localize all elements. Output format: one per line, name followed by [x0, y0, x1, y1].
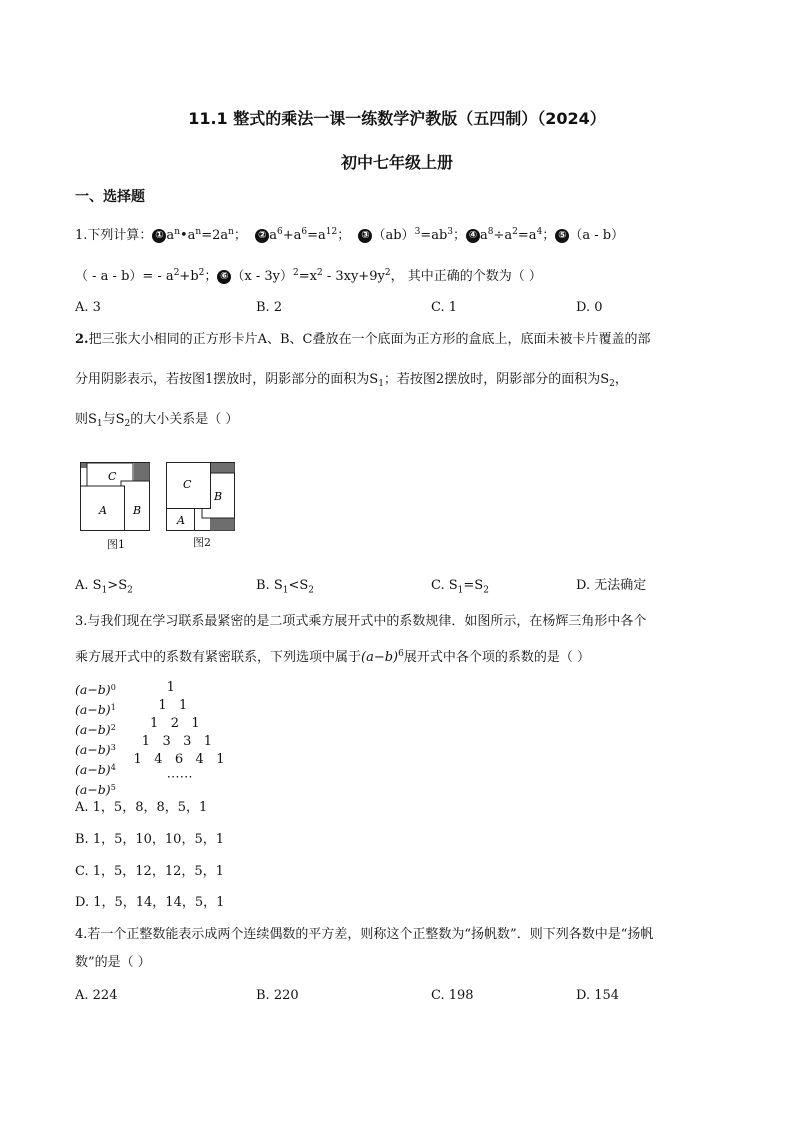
pascal-row-1: 1 1: [117, 698, 188, 713]
fig2-label-c: C: [183, 478, 192, 491]
q2-line-1: 2.把三张大小相同的正方形卡片A、B、C叠放在一个底面为正方形的盒底上，底面未被卡片覆盖的部: [75, 332, 651, 347]
circled-3-marker: ③: [358, 229, 372, 243]
q3-number: 3.: [75, 614, 88, 629]
pascal-label-2: $(a-b)^2$: [75, 722, 116, 737]
q4-line-1: 4.若一个正整数能表示成两个连续偶数的平方差，则称这个正整数为“扬帆数”．则下列各数中是“扬帆: [75, 927, 654, 942]
fig1-shade-top-left: [81, 463, 87, 468]
q2-line-3: 则$S_1$与$S_2$的大小关系是（ ）: [75, 412, 239, 429]
circled-6-marker: ⑥: [217, 270, 231, 284]
pascal-label-1: $(a-b)^1$: [75, 702, 116, 717]
figure-2-diagram: [166, 462, 238, 532]
q4-option-d[interactable]: D. 154: [576, 988, 620, 1003]
q2-option-a[interactable]: A. $S_1>S_2$: [75, 578, 133, 596]
q4-option-a[interactable]: A. 224: [75, 988, 118, 1003]
fig1-shade-top-right: [134, 463, 150, 481]
q4-line-2: 数”的是（ ）: [75, 955, 151, 970]
pascal-triangle: [117, 679, 224, 787]
document-subtitle: 初中七年级上册: [340, 153, 453, 172]
q4-option-c[interactable]: C. 198: [431, 988, 474, 1003]
q2-option-d[interactable]: D. 无法确定: [576, 578, 647, 593]
fig2-shade-top-right: [210, 463, 235, 473]
q3-option-b[interactable]: B. 1，5，10，10，5，1: [75, 832, 224, 847]
q2-line-2: 分用阴影表示，若按图1摆放时，阴影部分的面积为$S_1$；若按图2摆放时，阴影部分的面积为$S_2$，: [75, 372, 628, 389]
pascal-label-3: $(a-b)^3$: [75, 742, 116, 757]
q2-option-b[interactable]: B. $S_1<S_2$: [256, 578, 315, 596]
figure-2-caption: 图2: [193, 536, 211, 549]
q3-line-1: 3.与我们现在学习联系最紧密的是二项式乘方展开式中的系数规律．如图所示，在杨辉三角形中各个: [75, 614, 647, 629]
q1-option-a[interactable]: A. 3: [75, 300, 101, 315]
circled-4-marker: ④: [466, 229, 480, 243]
q1-number: 1.: [75, 228, 88, 243]
q3-option-c[interactable]: C. 1，5，12，12，5，1: [75, 864, 224, 879]
q1-line-1: 1.下列计算： ① $a^n•a^n=2a^n$； ② $a^6+a^6=a^{12}$； ③ $(ab)^3=ab^3$； ④ $a^8\div a^2=a^4$； ⑤ （a - b）: [75, 227, 625, 243]
circled-1-marker: ①: [152, 229, 166, 243]
fig1-label-c: C: [108, 470, 117, 483]
q3-line-2: 乘方展开式中的系数有紧密联系，下列选项中属于$(a-b)^6$展开式中各个项的系数的是（ ）: [75, 649, 590, 665]
pascal-label-0: $(a-b)^0$: [75, 682, 116, 697]
pascal-row-0: 1: [117, 680, 175, 695]
pascal-row-4: 1 4 6 4 1: [117, 752, 225, 767]
pascal-row-5: ⋯⋯: [117, 770, 193, 785]
q3-option-a[interactable]: A. 1，5，8，8，5，1: [75, 800, 208, 815]
fig1-label-b: B: [133, 504, 142, 517]
pascal-row-2: 1 2 1: [117, 716, 200, 731]
q4-number: 4.: [75, 927, 88, 942]
q2-number: 2.: [75, 332, 89, 347]
q1-option-d[interactable]: D. 0: [576, 300, 603, 315]
pascal-label-4: $(a-b)^4$: [75, 762, 116, 777]
figure-1-diagram: [80, 462, 152, 532]
pascal-label-5: $(a-b)^5$: [75, 782, 116, 797]
circled-2-marker: ②: [255, 229, 269, 243]
q2-option-c[interactable]: C. $S_1=S_2$: [431, 578, 489, 596]
fig2-shade-bottom-right: [210, 518, 235, 531]
q4-option-b[interactable]: B. 220: [256, 988, 299, 1003]
fig2-label-a: A: [177, 514, 185, 527]
q3-option-d[interactable]: D. 1，5，14，14，5，1: [75, 895, 225, 910]
section-heading: 一、选择题: [75, 189, 145, 205]
fig2-label-b: B: [214, 490, 223, 503]
pascal-row-labels: [75, 679, 116, 799]
q1-line-2: （ - $a - b)= - a^2+b^2$； ⑥ $(x - 3y)^2=x^2 - 3xy+9y^2$， 其中正确的个数为（ ）: [75, 268, 542, 284]
q1-option-b[interactable]: B. 2: [256, 300, 283, 315]
fig1-label-a: A: [99, 504, 107, 517]
q1-option-c[interactable]: C. 1: [431, 300, 458, 315]
figure-1-caption: 图1: [107, 538, 125, 551]
pascal-row-3: 1 3 3 1: [117, 734, 213, 749]
document-title: 11.1 整式的乘法一课一练数学沪教版（五四制）（2024）: [188, 109, 606, 128]
q1-intro: 下列计算：: [87, 228, 153, 243]
circled-5-marker: ⑤: [555, 229, 569, 243]
